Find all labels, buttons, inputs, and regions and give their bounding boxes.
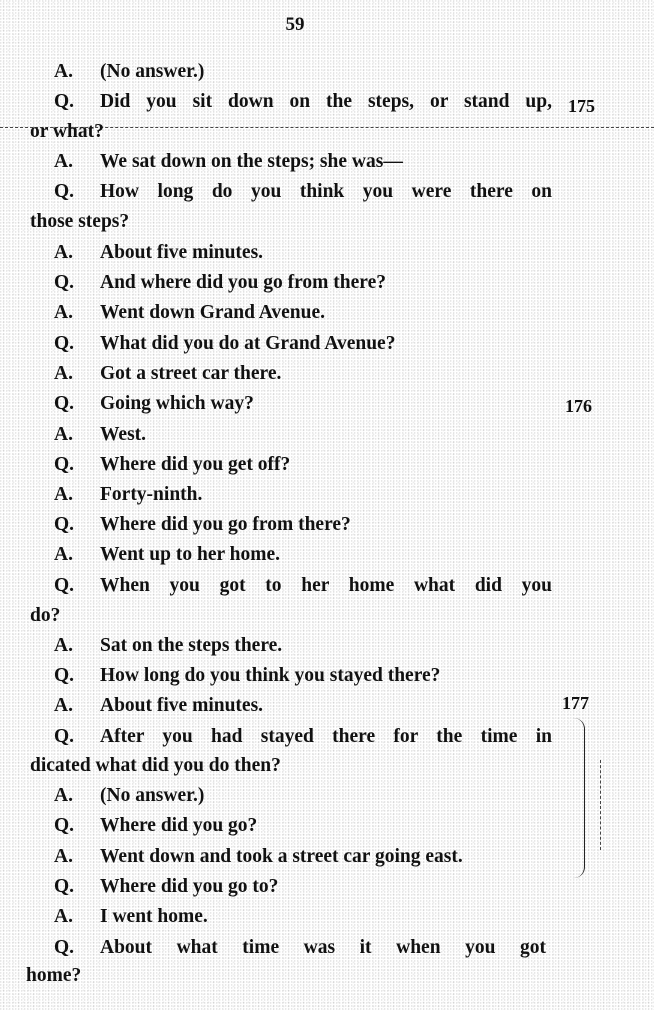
speaker-label: A.	[54, 302, 73, 323]
answer-text: Got a street car there.	[100, 363, 282, 384]
answer-text: Forty-ninth.	[100, 484, 203, 505]
speaker-label: A.	[54, 635, 73, 656]
margin-line-number: 175	[568, 96, 595, 116]
speaker-label: A.	[54, 484, 73, 505]
speaker-label: Q.	[54, 514, 75, 535]
answer-text: I went home.	[100, 906, 208, 927]
speaker-label: A.	[54, 544, 73, 565]
speaker-label: A.	[54, 846, 73, 867]
speaker-label: Q.	[54, 665, 75, 686]
speaker-label: Q.	[54, 181, 75, 202]
question-text: How long do you think you stayed there?	[100, 665, 441, 686]
answer-text: (No answer.)	[100, 785, 205, 806]
margin-line-number: 176	[565, 396, 592, 416]
answer-text: About five minutes.	[100, 695, 264, 716]
question-text: About what time was it when you got	[100, 937, 546, 958]
margin-line-number: 177	[562, 693, 589, 713]
answer-text: Went up to her home.	[100, 544, 281, 565]
speaker-label: A.	[54, 424, 73, 445]
speaker-label: A.	[54, 906, 73, 927]
question-text: How long do you think you were there on	[100, 181, 552, 202]
speaker-label: Q.	[54, 333, 75, 354]
question-text: What did you do at Grand Avenue?	[100, 333, 396, 354]
margin-bracket	[574, 718, 585, 878]
question-text: After you had stayed there for the time in	[100, 726, 552, 747]
question-text: Did you sit down on the steps, or stand up,	[100, 91, 552, 112]
page-number: 59	[285, 14, 305, 35]
speaker-label: Q.	[54, 91, 75, 112]
answer-text: (No answer.)	[100, 61, 205, 82]
speaker-label: Q.	[54, 393, 75, 414]
answer-text: About five minutes.	[100, 242, 264, 263]
margin-mark	[600, 760, 601, 850]
speaker-label: Q.	[54, 575, 75, 596]
speaker-label: A.	[54, 242, 73, 263]
question-text: And where did you go from there?	[100, 272, 387, 293]
answer-text: Went down Grand Avenue.	[100, 302, 326, 323]
speaker-label: A.	[54, 785, 73, 806]
question-text: When you got to her home what did you	[100, 575, 552, 596]
speaker-label: Q.	[54, 454, 75, 475]
question-text: Where did you go from there?	[100, 514, 351, 535]
answer-text: Went down and took a street car going east.	[100, 846, 463, 867]
answer-text: Sat on the steps there.	[100, 635, 283, 656]
speaker-label: A.	[54, 363, 73, 384]
continuation-text: dicated what did you do then?	[30, 755, 281, 776]
speaker-label: Q.	[54, 272, 75, 293]
answer-text: We sat down on the steps; she was—	[100, 151, 403, 172]
question-text: Where did you get off?	[100, 454, 291, 475]
speaker-label: Q.	[54, 876, 75, 897]
continuation-text: do?	[30, 605, 61, 626]
speaker-label: A.	[54, 151, 73, 172]
speaker-label: Q.	[54, 726, 75, 747]
continuation-text: those steps?	[30, 211, 130, 232]
continuation-text: home?	[26, 965, 82, 986]
answer-text: West.	[100, 424, 147, 445]
speaker-label: A.	[54, 61, 73, 82]
speaker-label: Q.	[54, 815, 75, 836]
continuation-text: or what?	[30, 121, 104, 142]
speaker-label: Q.	[54, 937, 75, 958]
speaker-label: A.	[54, 695, 73, 716]
question-text: Going which way?	[100, 393, 254, 414]
question-text: Where did you go?	[100, 815, 258, 836]
question-text: Where did you go to?	[100, 876, 279, 897]
